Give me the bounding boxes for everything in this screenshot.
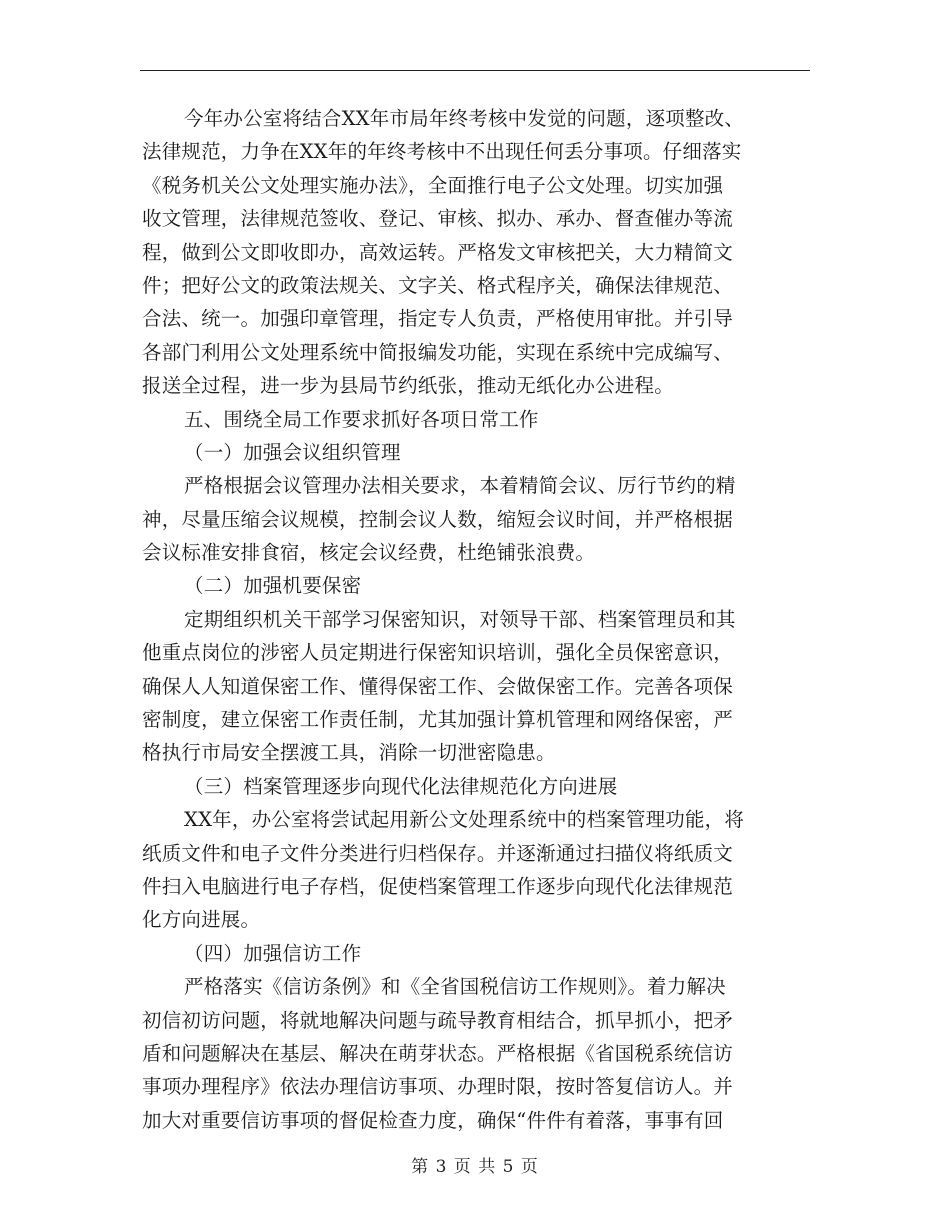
body-line: 化方向进展。 [142, 908, 261, 932]
body-line: 盾和问题解决在基层、解决在萌芽状态。严格根据《省国税系统信访 [142, 1041, 734, 1065]
body-line: 收文管理，法律规范签收、登记、审核、拟办、承办、督查催办等流 [142, 207, 734, 231]
body-line: 密制度，建立保密工作责任制，尤其加强计算机管理和网络保密，严 [142, 708, 734, 732]
subsection-heading: （一）加强会议组织管理 [184, 440, 401, 464]
subsection-heading: （二）加强机要保密 [184, 574, 362, 598]
body-line: 件；把好公文的政策法规关、文字关、格式程序关，确保法律规范、 [142, 273, 734, 297]
body-line: 确保人人知道保密工作、懂得保密工作、会做保密工作。完善各项保 [142, 674, 734, 698]
body-line: 会议标准安排食宿，核定会议经费，杜绝铺张浪费。 [142, 541, 596, 565]
body-line: 报送全过程，进一步为县局节约纸张，推动无纸化办公进程。 [142, 374, 674, 398]
body-line: 法律规范，力争在XX年的年终考核中不出现任何丢分事项。仔细落实 [142, 140, 742, 164]
body-line: 事项办理程序》依法办理信访事项、办理时限，按时答复信访人。并 [142, 1075, 734, 1099]
body-line: 合法、统一。加强印章管理，指定专人负责，严格使用审批。并引导 [142, 307, 734, 331]
document-body [142, 102, 810, 1137]
body-line: 他重点岗位的涉密人员定期进行保密知识培训，强化全员保密意识， [142, 641, 734, 665]
body-line: 件扫入电脑进行电子存档，促使档案管理工作逐步向现代化法律规范 [142, 874, 734, 898]
body-line: XX年，办公室将尝试起用新公文处理系统中的档案管理功能，将 [184, 808, 745, 832]
body-line: 今年办公室将结合XX年市局年终考核中发觉的问题，逐项整改、 [184, 107, 745, 130]
page-number: 第 3 页 共 5 页 [411, 1157, 539, 1177]
body-line: 《税务机关公文处理实施办法》，全面推行电子公文处理。切实加强 [142, 173, 724, 197]
body-line: 严格根据会议管理办法相关要求，本着精简会议、厉行节约的精 [184, 474, 736, 498]
body-line: 严格落实《信访条例》和《全省国税信访工作规则》。着力解决 [184, 975, 726, 999]
body-line: 初信初访问题，将就地解决问题与疏导教育相结合，抓早抓小，把矛 [142, 1008, 734, 1032]
subsection-heading: （四）加强信访工作 [184, 941, 362, 965]
section-heading: 五、围绕全局工作要求抓好各项日常工作 [184, 407, 539, 431]
body-line: 加大对重要信访事项的督促检查力度，确保“件件有着落，事事有回 [142, 1108, 724, 1132]
body-line: 纸质文件和电子文件分类进行归档保存。并逐渐通过扫描仪将纸质文 [142, 841, 734, 865]
body-line: 神，尽量压缩会议规模，控制会议人数，缩短会议时间，并严格根据 [142, 507, 734, 531]
body-line: 各部门利用公文处理系统中简报编发功能，实现在系统中完成编写、 [142, 340, 734, 364]
subsection-heading: （三）档案管理逐步向现代化法律规范化方向进展 [184, 774, 618, 798]
header-rule [140, 70, 810, 71]
body-line: 程，做到公文即收即办，高效运转。严格发文审核把关，大力精简文 [142, 240, 734, 264]
body-line: 定期组织机关干部学习保密知识，对领导干部、档案管理员和其 [184, 607, 736, 631]
body-line: 格执行市局安全摆渡工具，消除一切泄密隐患。 [142, 741, 556, 765]
